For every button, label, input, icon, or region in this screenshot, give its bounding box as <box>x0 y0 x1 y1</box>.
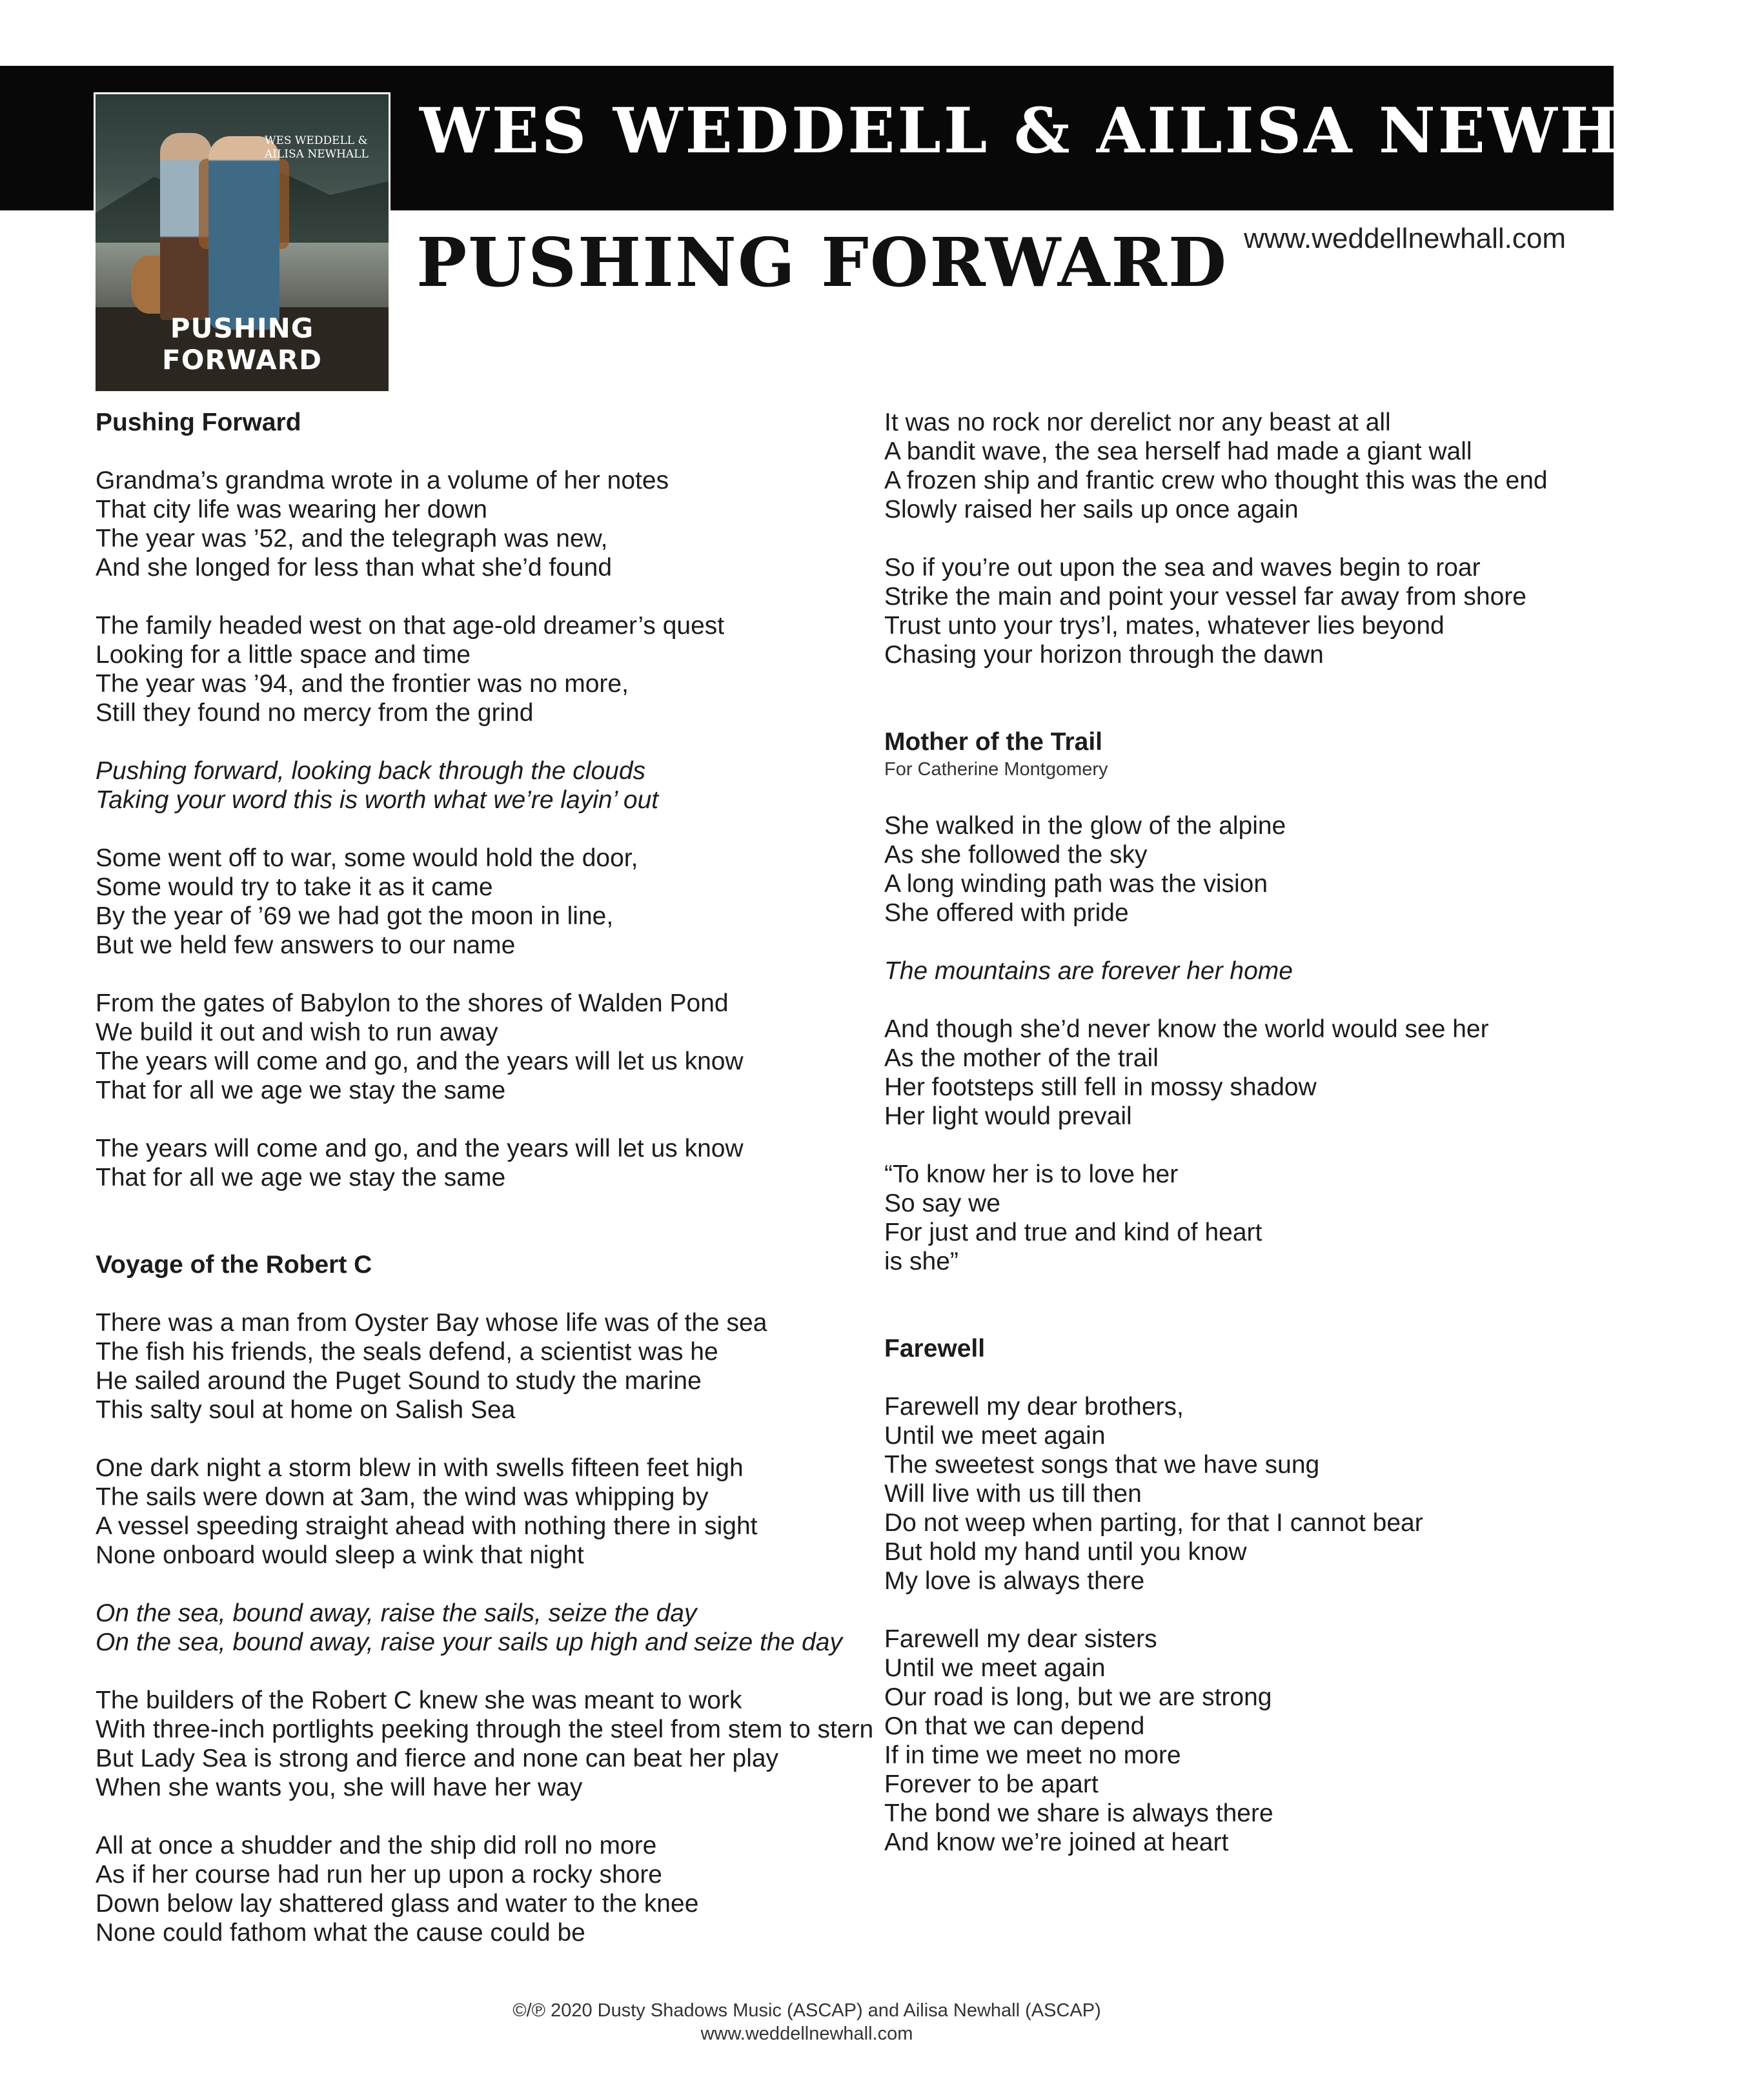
lyric-line: That for all we age we stay the same <box>96 1077 506 1104</box>
lyric-line: The fish his friends, the seals defend, a scientist was he <box>96 1338 718 1366</box>
lyric-line: All at once a shudder and the ship did roll no more <box>96 1832 657 1860</box>
lyric-line: But Lady Sea is strong and fierce and none can beat her play <box>96 1745 779 1772</box>
verse <box>884 1625 1568 1857</box>
lyric-line: As if her course had run her up upon a rocky shore <box>96 1861 662 1889</box>
verse <box>96 844 854 960</box>
lyric-line: On the sea, bound away, raise the sails, seize the day <box>96 1599 697 1627</box>
lyric-line: That city life was wearing her down <box>96 496 487 523</box>
verse <box>884 811 1568 927</box>
lyric-line: As she followed the sky <box>884 841 1148 869</box>
website-link[interactable]: www.weddellnewhall.com <box>1244 223 1566 254</box>
lyric-line: Down below lay shattered glass and water to the knee <box>96 1890 699 1918</box>
verse <box>96 466 854 582</box>
verse <box>884 1392 1568 1596</box>
verse <box>96 1454 854 1570</box>
lyric-line: A bandit wave, the sea herself had made a giant wall <box>884 438 1472 465</box>
lyric-line: Our road is long, but we are strong <box>884 1683 1272 1711</box>
verse <box>96 611 854 727</box>
lyric-line: A frozen ship and frantic crew who thought this was the end <box>884 467 1548 494</box>
lyric-line: The mountains are forever her home <box>884 957 1293 985</box>
song-dedication: For Catherine Montgomery <box>884 759 1108 780</box>
lyric-line: So if you’re out upon the sea and waves begin to roar <box>884 554 1481 582</box>
album-title: PUSHING FORWARD <box>416 223 1228 302</box>
verse <box>884 1015 1568 1131</box>
verse <box>884 408 1568 524</box>
lyric-line: There was a man from Oyster Bay whose life was of the sea <box>96 1309 767 1337</box>
chorus <box>96 1599 854 1657</box>
lyric-line: Her light would prevail <box>884 1102 1132 1130</box>
song-title: Pushing Forward <box>96 409 301 436</box>
lyric-line: One dark night a storm blew in with swells fifteen feet high <box>96 1454 744 1482</box>
lyric-line: On the sea, bound away, raise your sails up high and seize the day <box>96 1628 842 1656</box>
lyric-line: But hold my hand until you know <box>884 1538 1247 1566</box>
lyric-line: And know we’re joined at heart <box>884 1829 1229 1856</box>
lyric-line: Strike the main and point your vessel far away from shore <box>884 583 1526 611</box>
lyric-line: The bond we share is always there <box>884 1799 1273 1827</box>
lyric-line: And she longed for less than what she’d found <box>96 554 613 582</box>
chorus <box>884 957 1568 986</box>
album-cover <box>94 92 390 389</box>
lyric-line: On that we can depend <box>884 1712 1145 1740</box>
lyric-line: Some would try to take it as it came <box>96 873 493 901</box>
verse <box>96 1308 854 1424</box>
lyric-line: “To know her is to love her <box>884 1161 1179 1188</box>
lyric-line: The year was ’52, and the telegraph was new, <box>96 525 608 552</box>
lyric-line: But we held few answers to our name <box>96 931 516 959</box>
lyric-line: The sails were down at 3am, the wind was whipping by <box>96 1483 709 1511</box>
lyric-line: The sweetest songs that we have sung <box>884 1451 1320 1479</box>
lyric-line: It was no rock nor derelict nor any beast at all <box>884 409 1391 436</box>
cover-person-ailisa <box>208 136 279 330</box>
lyric-line: Until we meet again <box>884 1654 1106 1682</box>
lyric-line: Grandma’s grandma wrote in a volume of her notes <box>96 467 669 494</box>
lyric-line: As the mother of the trail <box>884 1044 1159 1072</box>
song-title: Voyage of the Robert C <box>96 1251 372 1279</box>
lyric-line: The years will come and go, and the years will let us know <box>96 1048 744 1075</box>
lyric-line: Slowly raised her sails up once again <box>884 496 1299 523</box>
verse <box>884 1160 1568 1276</box>
lyric-line: Trust unto your trys’l, mates, whatever lies beyond <box>884 612 1445 640</box>
artist-name: WES WEDDELL & AILISA NEWHALL <box>420 94 1764 167</box>
chorus <box>96 756 854 815</box>
lyric-line: By the year of ’69 we had got the moon in line, <box>96 902 614 930</box>
lyric-line: For just and true and kind of heart <box>884 1219 1262 1246</box>
lyric-line: If in time we meet no more <box>884 1741 1181 1769</box>
verse <box>96 1831 854 1947</box>
lyric-line: Some went off to war, some would hold the door, <box>96 844 638 872</box>
lyric-line: We build it out and wish to run away <box>96 1019 498 1046</box>
footer <box>0 1999 1614 2045</box>
song-title: Farewell <box>884 1335 986 1363</box>
cover-artist-text: WES WEDDELL & AILISA NEWHALL <box>265 134 369 161</box>
lyric-line: This salty soul at home on Salish Sea <box>96 1396 516 1424</box>
lyric-line: Farewell my dear sisters <box>884 1625 1157 1653</box>
lyric-line: Forever to be apart <box>884 1770 1099 1798</box>
lyric-line: A long winding path was the vision <box>884 870 1268 898</box>
lyric-line: None could fathom what the cause could be <box>96 1919 585 1947</box>
lyric-line: Do not weep when parting, for that I cannot bear <box>884 1509 1423 1537</box>
lyric-line: She walked in the glow of the alpine <box>884 812 1286 840</box>
left-column <box>96 408 874 1947</box>
verse <box>96 1686 874 1802</box>
lyric-line: The year was ’94, and the frontier was no more, <box>96 670 629 698</box>
lyric-line: That for all we age we stay the same <box>96 1164 506 1191</box>
lyric-line: The family headed west on that age-old dreamer’s quest <box>96 612 725 640</box>
lyric-line: Taking your word this is worth what we’re layin’ out <box>96 786 659 814</box>
lyric-line: A vessel speeding straight ahead with nothing there in sight <box>96 1512 758 1540</box>
lyric-line: When she wants you, she will have her way <box>96 1774 583 1801</box>
lyric-line: Still they found no mercy from the grind <box>96 699 534 727</box>
cover-title-text: PUSHING FORWARD <box>162 312 322 376</box>
lyric-line: Will live with us till then <box>884 1480 1142 1508</box>
lyric-line: She offered with pride <box>884 899 1129 927</box>
lyric-line: The years will come and go, and the years will let us know <box>96 1135 744 1162</box>
lyric-line: Chasing your horizon through the dawn <box>884 641 1324 669</box>
lyric-line: Until we meet again <box>884 1422 1106 1450</box>
lyric-line: Looking for a little space and time <box>96 641 471 669</box>
song-title: Mother of the Trail <box>884 728 1103 756</box>
lyric-line: From the gates of Babylon to the shores of Walden Pond <box>96 989 729 1017</box>
lyric-line: Pushing forward, looking back through the clouds <box>96 757 646 785</box>
verse <box>96 989 854 1105</box>
lyric-line: Her footsteps still fell in mossy shadow <box>884 1073 1317 1101</box>
lyric-line: My love is always there <box>884 1567 1145 1595</box>
lyric-line: is she” <box>884 1248 958 1275</box>
lyric-line: Farewell my dear brothers, <box>884 1393 1184 1421</box>
right-column <box>884 408 1568 1857</box>
lyric-line: The builders of the Robert C knew she was meant to work <box>96 1687 742 1714</box>
lyric-line: So say we <box>884 1190 1000 1217</box>
verse <box>96 1134 854 1192</box>
lyric-line: With three-inch portlights peeking through the steel from stem to stern <box>96 1716 874 1743</box>
lyric-line: None onboard would sleep a wink that night <box>96 1541 584 1569</box>
copyright-notice: ©/℗ 2020 Dusty Shadows Music (ASCAP) and Ailisa Newhall (ASCAP) <box>512 2000 1101 2021</box>
verse <box>884 553 1568 669</box>
lyric-line: He sailed around the Puget Sound to study the marine <box>96 1367 702 1395</box>
footer-website-link[interactable]: www.weddellnewhall.com <box>700 2023 913 2044</box>
lyric-line: And though she’d never know the world would see her <box>884 1015 1489 1043</box>
